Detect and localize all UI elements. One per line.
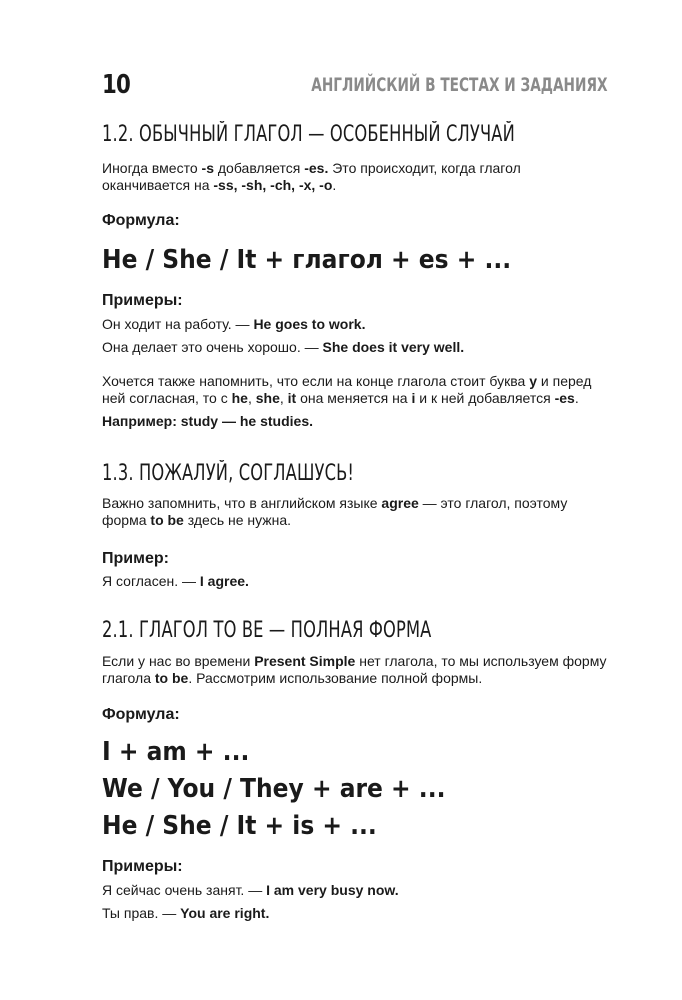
text-run: — это глагол, поэтому форма xyxy=(102,495,568,528)
text-run: . xyxy=(574,390,579,406)
bold-run: i xyxy=(411,390,416,406)
section-1-2-note xyxy=(102,373,608,407)
example-line xyxy=(102,905,269,921)
text-run: Иногда вместо xyxy=(102,160,202,176)
section-1-2-intro xyxy=(102,160,608,194)
page-number: 10 xyxy=(102,70,131,100)
examples-label: Примеры: xyxy=(102,292,183,309)
example-ru: Я сейчас очень занят. — xyxy=(102,882,267,898)
example-en: He goes to work. xyxy=(253,316,366,332)
example-en: You are right. xyxy=(180,905,270,921)
bold-run: agree xyxy=(381,495,419,511)
text-run: Важно запомнить, что в английском языке xyxy=(102,495,382,511)
example-en: I agree. xyxy=(199,573,249,589)
section-title-2-1: 2.1. ГЛАГОЛ TO BE — ПОЛНАЯ ФОРМА xyxy=(102,618,432,643)
bold-run: to be xyxy=(150,512,184,528)
bold-run: -es xyxy=(554,390,575,406)
formula-are: We / You / They + are + ... xyxy=(102,774,446,804)
example-line xyxy=(102,882,399,898)
text-run: добавляется xyxy=(213,160,305,176)
page-header xyxy=(102,70,608,106)
example-ru: Ты прав. — xyxy=(102,905,181,921)
inline-example: Например: study — he studies. xyxy=(102,413,314,429)
section-1-3-intro xyxy=(102,495,608,529)
bold-run: to be xyxy=(154,670,189,686)
text-run: она меняется на xyxy=(296,390,412,406)
text-run: Это происходит, когда глагол оканчивается на xyxy=(102,160,521,193)
formula-label: Формула: xyxy=(102,706,180,723)
example-label: Пример: xyxy=(102,550,169,567)
bold-run: -es. xyxy=(304,160,329,176)
example-en: She does it very well. xyxy=(322,339,465,355)
example-en: I am very busy now. xyxy=(266,882,399,898)
text-run: , xyxy=(247,390,256,406)
section-2-1-intro xyxy=(102,653,608,687)
example-line xyxy=(102,316,365,332)
formula: He / She / It + глагол + es + ... xyxy=(102,245,512,275)
running-title: АНГЛИЙСКИЙ В ТЕСТАХ И ЗАДАНИЯХ xyxy=(311,74,608,96)
bold-run: -s xyxy=(201,160,214,176)
example-ru: Он ходит на работу. — xyxy=(102,316,254,332)
bold-run: he xyxy=(231,390,248,406)
bold-run: -ss, -sh, -ch, -x, -o xyxy=(213,177,333,193)
text-run: нет глагола, то мы используем форму глагола xyxy=(102,653,607,686)
examples-label: Примеры: xyxy=(102,858,183,875)
bold-run: she xyxy=(255,390,280,406)
section-title-1-2: 1.2. ОБЫЧНЫЙ ГЛАГОЛ — ОСОБЕННЫЙ СЛУЧАЙ xyxy=(102,122,515,147)
text-run: и перед ней согласная, то с xyxy=(102,373,592,406)
bold-run: y xyxy=(529,373,538,389)
bold-run: Present Simple xyxy=(254,653,356,669)
example-line xyxy=(102,339,464,355)
text-run: и к ней добавляется xyxy=(415,390,555,406)
text-run: , xyxy=(279,390,288,406)
text-run: Если у нас во времени xyxy=(102,653,255,669)
formula-label: Формула: xyxy=(102,212,180,229)
formula-is: He / She / It + is + ... xyxy=(102,811,377,841)
formula-am: I + am + ... xyxy=(102,737,250,767)
text-run: здесь не нужна. xyxy=(183,512,292,528)
example-ru: Я согласен. — xyxy=(102,573,200,589)
section-title-1-3: 1.3. ПОЖАЛУЙ, СОГЛАШУСЬ! xyxy=(102,461,355,486)
example-line xyxy=(102,573,249,589)
text-run: Хочется также напомнить, что если на конце глагола стоит буква xyxy=(102,373,530,389)
text-run: . Рассмотрим использование полной формы. xyxy=(188,670,483,686)
text-run: . xyxy=(332,177,337,193)
example-ru: Она делает это очень хорошо. — xyxy=(102,339,323,355)
bold-run: it xyxy=(287,390,297,406)
